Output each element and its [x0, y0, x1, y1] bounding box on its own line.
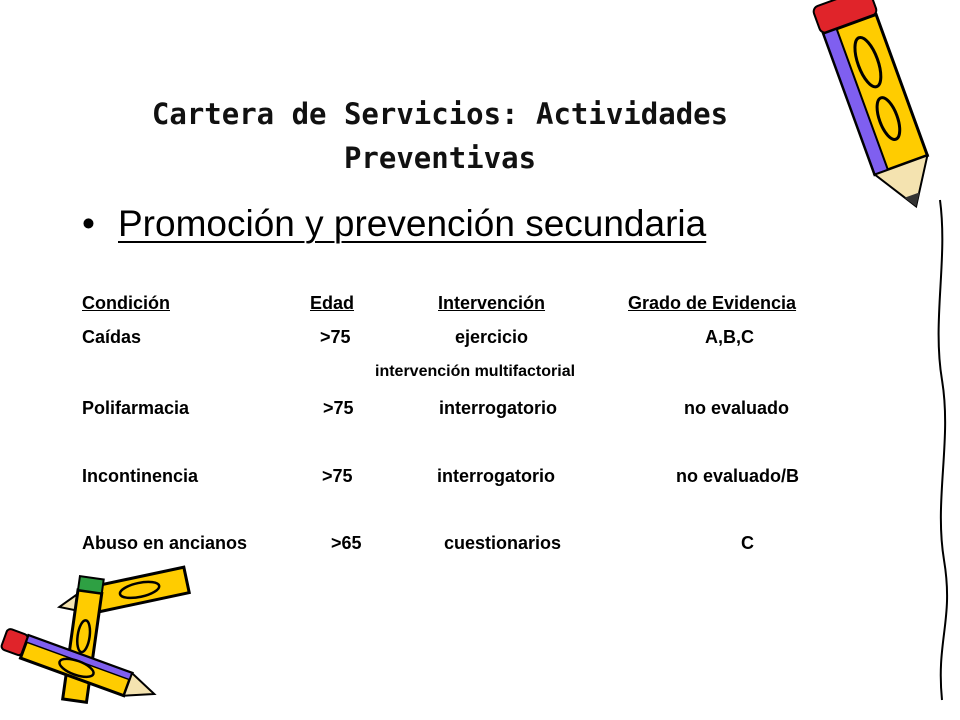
row-polifarmacia-intervencion: interrogatorio [439, 398, 558, 418]
header-condicion: Condición [82, 293, 170, 313]
header-intervencion: Intervención [438, 293, 546, 313]
row-abuso-condicion: Abuso en ancianos [82, 533, 248, 553]
header-edad: Edad [310, 293, 355, 313]
row-abuso-grado: C [741, 533, 754, 553]
row-incontinencia-condicion: Incontinencia [82, 466, 199, 486]
row-caidas-grado: A,B,C [705, 327, 754, 347]
squiggle-line-icon [928, 200, 958, 700]
title-line-2: Preventivas [343, 141, 537, 175]
row-polifarmacia-condicion: Polifarmacia [82, 398, 190, 418]
row-abuso-intervencion: cuestionarios [444, 533, 562, 553]
bullet-item [82, 202, 706, 246]
row-caidas-note: intervención multifactorial [375, 363, 576, 380]
title-line-1: Cartera de Servicios: Actividades [151, 97, 729, 131]
row-caidas-condicion: Caídas [82, 327, 142, 347]
pencils-bottom-left-icon [0, 570, 200, 720]
row-polifarmacia-edad: >75 [323, 398, 354, 418]
row-incontinencia-intervencion: interrogatorio [437, 466, 556, 486]
row-caidas-edad: >75 [320, 327, 351, 347]
slide-title [100, 92, 780, 180]
row-polifarmacia-grado: no evaluado [684, 398, 790, 418]
bullet-text: Promoción y prevención secundaria [118, 203, 707, 244]
row-abuso-edad: >65 [331, 533, 362, 553]
row-incontinencia-grado: no evaluado/B [676, 466, 800, 486]
header-grado: Grado de Evidencia [628, 293, 797, 313]
row-incontinencia-edad: >75 [322, 466, 353, 486]
pencil-top-right-icon [800, 0, 940, 230]
row-caidas-intervencion: ejercicio [455, 327, 529, 347]
bullet-marker: • [82, 203, 95, 244]
